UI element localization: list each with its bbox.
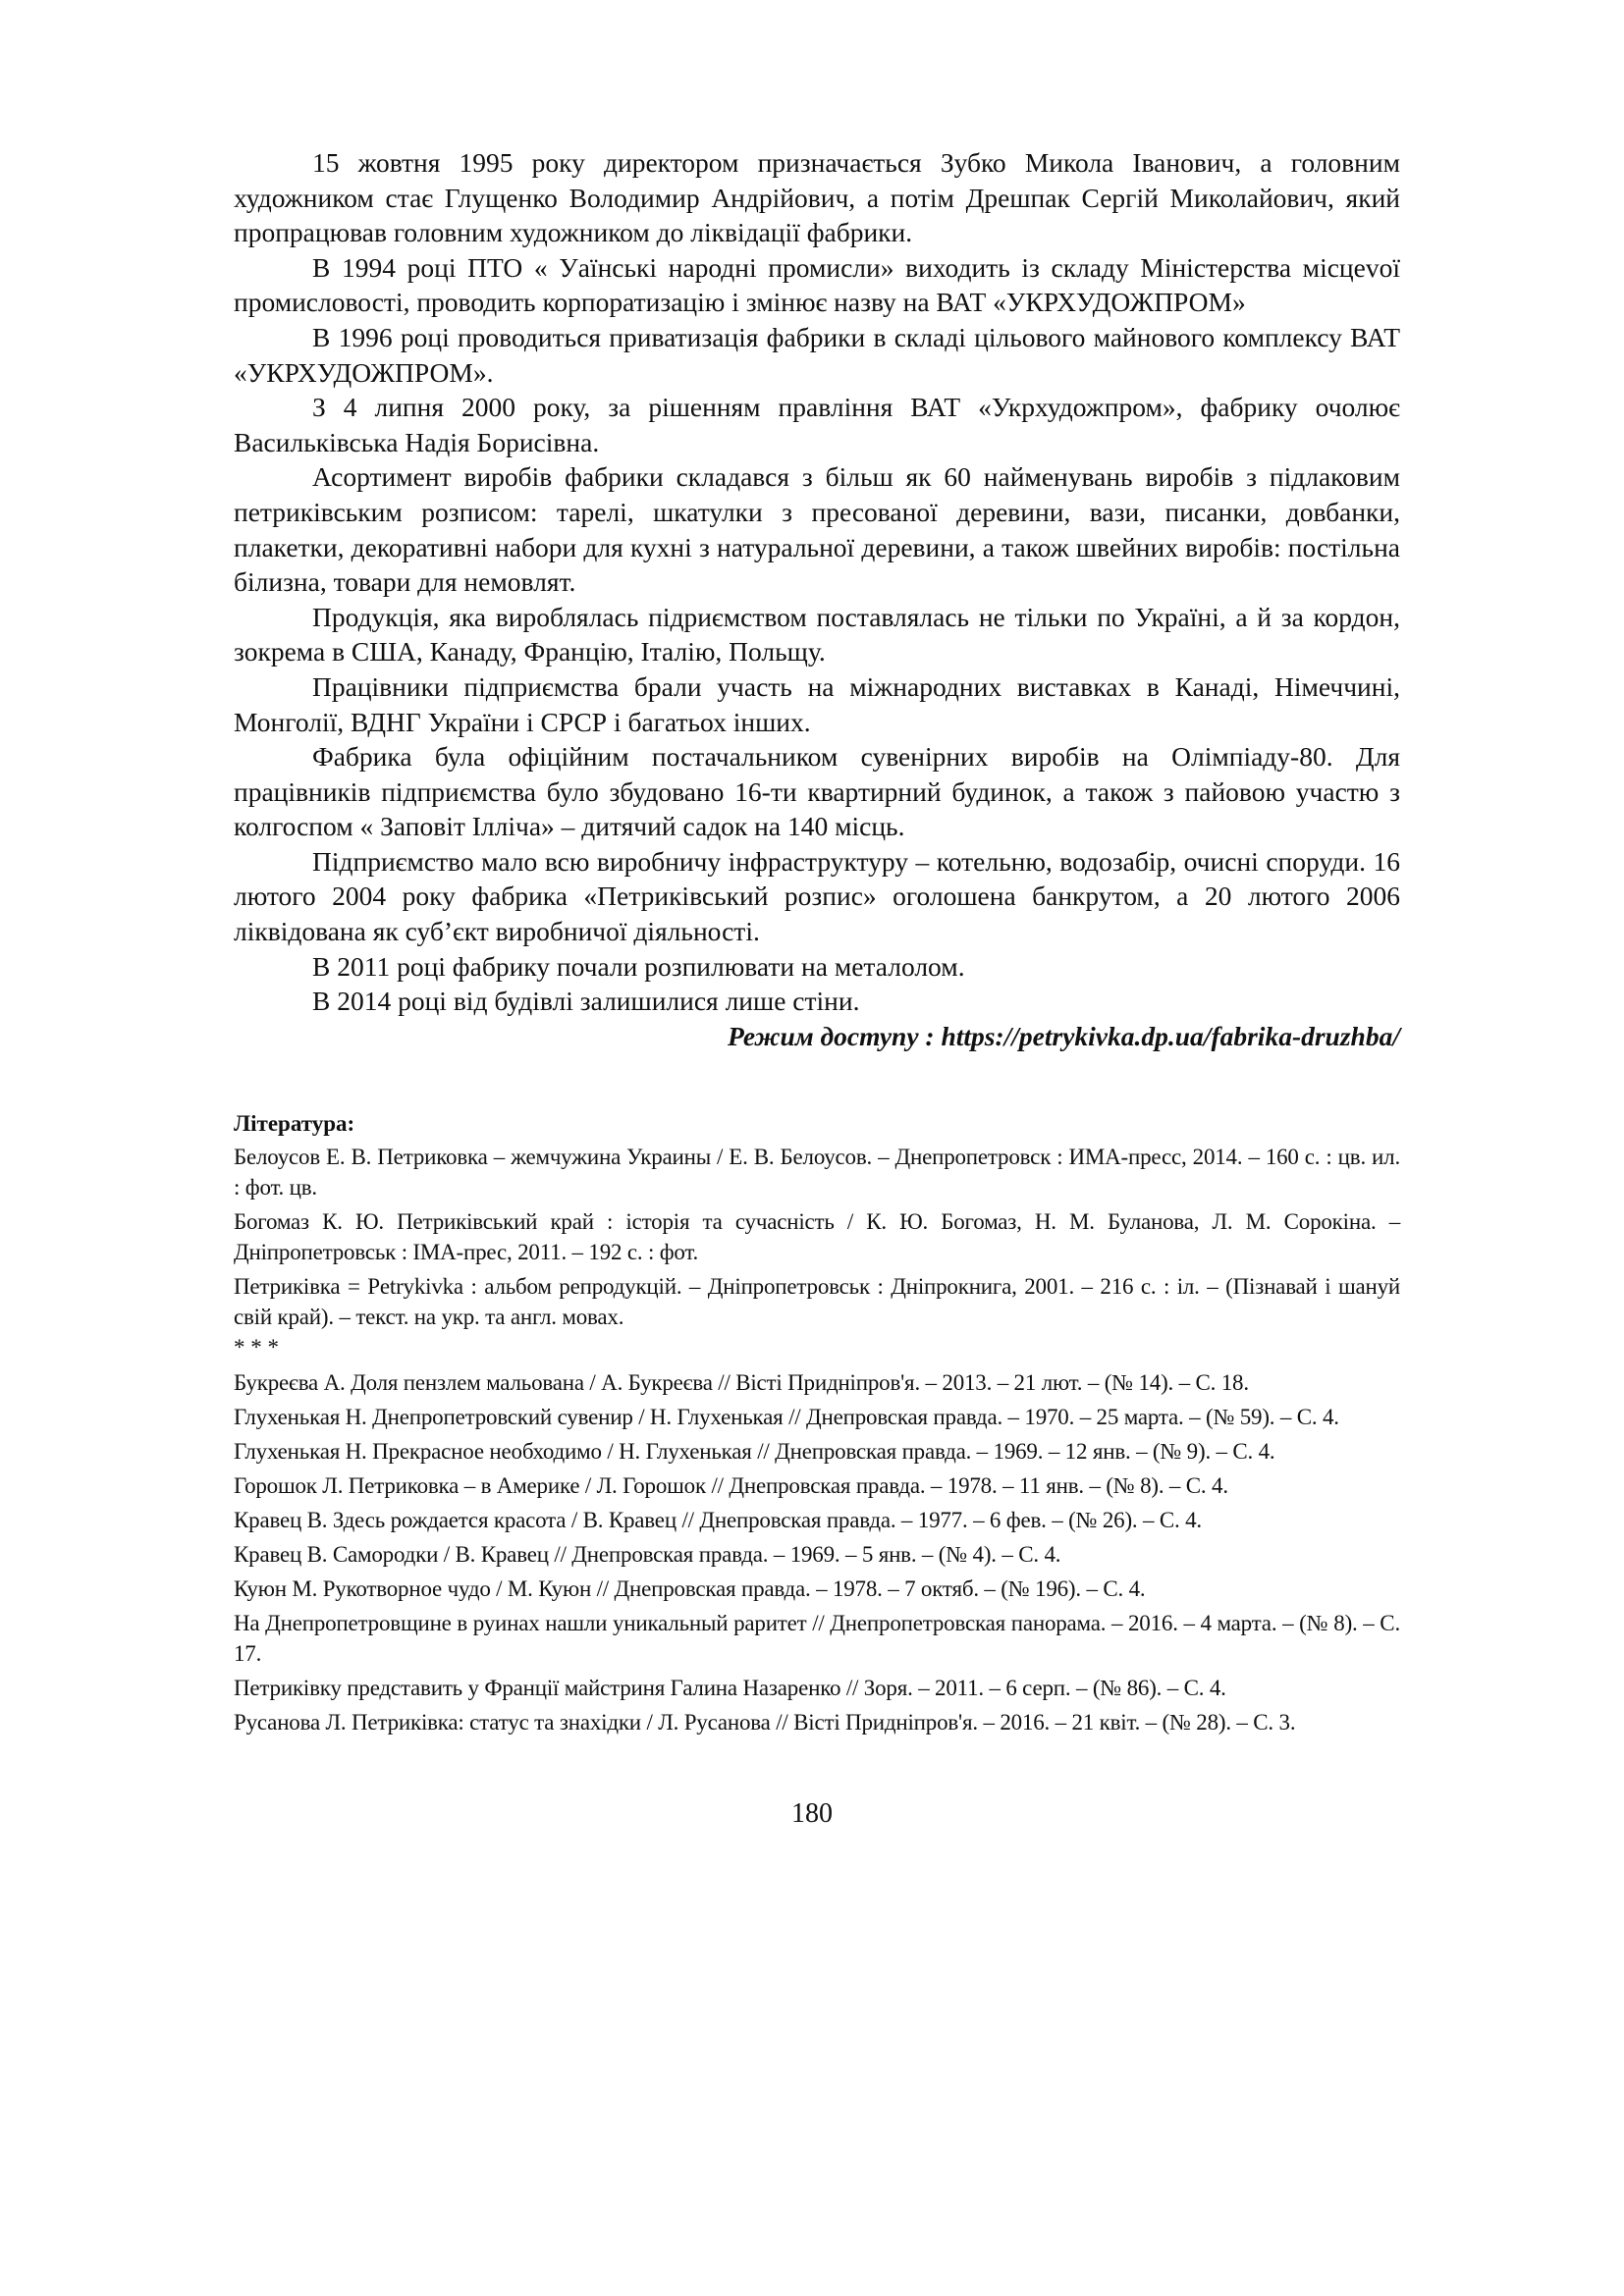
article-entry: Глухенькая Н. Днепропетровский сувенир / Н. Глухенькая // Днепровская правда. – 1970. – 25 марта. – (№ 59). – С. 4.: [234, 1405, 1339, 1430]
literature-heading: Література:: [234, 1111, 355, 1137]
article-entry: Кравец В. Самородки / В. Кравец // Днепровская правда. – 1969. – 5 янв. – (№ 4). – С. 4.: [234, 1542, 1061, 1568]
paragraph: Продукція, яка вироблялась підриємством поставлялась не тільки по Україні, а й за кордон, зокрема в США, Канаду, Францію, Італію, Польщу.: [234, 601, 1400, 667]
paragraph: В 2011 році фабрику почали розпилювати на металолом.: [312, 950, 965, 982]
paragraph: Фабрика була офіційним постачальником сувенірних виробів на Олімпіаду-80. Для працівників підприємства було збудовано 16-ти квартирний будинок, а також з пайовою участю з колгоспом « Заповіт Ілліча» – дитячий садок на 140 місць.: [234, 741, 1400, 842]
article-entry: Русанова Л. Петриківка: статус та знахідки / Л. Русанова // Вісті Придніпров'я. – 2016. – 21 квіт. – (№ 28). – С. 3.: [234, 1710, 1296, 1735]
document-page: [234, 145, 1400, 1741]
paragraph: З 4 липня 2000 року, за рішенням правління ВАТ «Укрхудожпром», фабрику очолює Васильківська Надія Борисівна.: [234, 392, 1400, 457]
paragraph: В 2014 році від будівлі залишилися лише стіни.: [312, 986, 860, 1017]
source-access-line: Режим доступу : https://petrykivka.dp.ua/fabrika-druzhba/: [728, 1020, 1400, 1051]
literature-entry: Петриківка = Petrykivka : альбом репродукцій. – Дніпропетровськ : Дніпрокнига, 2001. – 216 с. : іл. – (Пізнавай і шануй свій край). – текст. на укр. та англ. мовах.: [234, 1274, 1400, 1330]
article-entry: Горошок Л. Петриковка – в Америке / Л. Горошок // Днепровская правда. – 1978. – 11 янв. – (№ 8). – С. 4.: [234, 1473, 1228, 1499]
article-entry: Букреєва А. Доля пензлем мальована / А. Букреєва // Вісті Придніпров'я. – 2013. – 21 лют. – (№ 14). – С. 18.: [234, 1370, 1249, 1396]
body-text: [234, 145, 1400, 1019]
paragraph: В 1996 році проводиться приватизація фабрики в складі цільового майнового комплексу ВАТ «УКРХУДОЖПРОМ».: [234, 321, 1400, 388]
literature-entry: Богомаз К. Ю. Петриківський край : історія та сучасність / К. Ю. Богомаз, Н. М. Буланова, Л. М. Сорокіна. – Дніпропетровськ : ІМА-прес, 2011. – 192 с. : фот.: [234, 1209, 1400, 1265]
literature-separator: * * *: [234, 1335, 279, 1361]
literature-entry: Белоусов Е. В. Петриковка – жемчужина Украины / Е. В. Белоусов. – Днепропетровск : ИМА-пресс, 2014. – 160 с. : цв. ил. : фот. цв.: [234, 1145, 1400, 1201]
article-entry: Глухенькая Н. Прекрасное необходимо / Н. Глухенькая // Днепровская правда. – 1969. – 12 янв. – (№ 9). – С. 4.: [234, 1439, 1275, 1465]
article-entry: Петриківку представить у Франції майстриня Галина Назаренко // Зоря. – 2011. – 6 серп. – (№ 86). – С. 4.: [234, 1676, 1226, 1701]
paragraph: 15 жовтня 1995 року директором призначається Зубко Микола Іванович, а головним художником стає Глущенко Володимир Андрійович, а потім Дрешпак Сергій Миколайович, який пропрацював головним художником до ліквідації фабрики.: [234, 147, 1400, 248]
page-number: 180: [791, 1798, 833, 1829]
article-entry: На Днепропетровщине в руинах нашли уникальный раритет // Днепропетровская панорама. – 2016. – 4 марта. – (№ 8). – С. 17.: [234, 1611, 1400, 1667]
literature-list: [234, 1142, 1400, 1737]
article-entry: Кравец В. Здесь рождается красота / В. Кравец // Днепровская правда. – 1977. – 6 фев. – (№ 26). – С. 4.: [234, 1508, 1202, 1533]
article-entry: Куюн М. Рукотворное чудо / М. Куюн // Днепровская правда. – 1978. – 7 октяб. – (№ 196). – С. 4.: [234, 1576, 1146, 1602]
paragraph: Асортимент виробів фабрики складався з більш як 60 найменувань виробів з підлаковим петриківським розписом: тарелі, шкатулки з пресованої деревини, вази, писанки, довбанки, плакетки, декоративні набори для кухні з натуральної деревини, а також швейних виробів: постільна білизна, товари для немовлят.: [234, 461, 1400, 598]
paragraph: Підприємство мало всю виробничу інфраструктуру – котельню, водозабір, очисні споруди. 16 лютого 2004 року фабрика «Петриківський розпис» оголошена банкрутом, а 20 лютого 2006 ліквідована як суб’єкт виробничої діяльності.: [234, 845, 1400, 947]
paragraph: Працівники підприємства брали участь на міжнародних виставках в Канаді, Німеччині, Монголії, ВДНГ України і СРСР і багатьох інших.: [234, 670, 1400, 737]
paragraph: В 1994 році ПТО « Уаїнські народні промисли» виходить із складу Міністерства місцеvої промисловості, проводить корпоратизацію і змінює назву на ВАТ «УКРХУДОЖПРОМ»: [234, 251, 1400, 318]
